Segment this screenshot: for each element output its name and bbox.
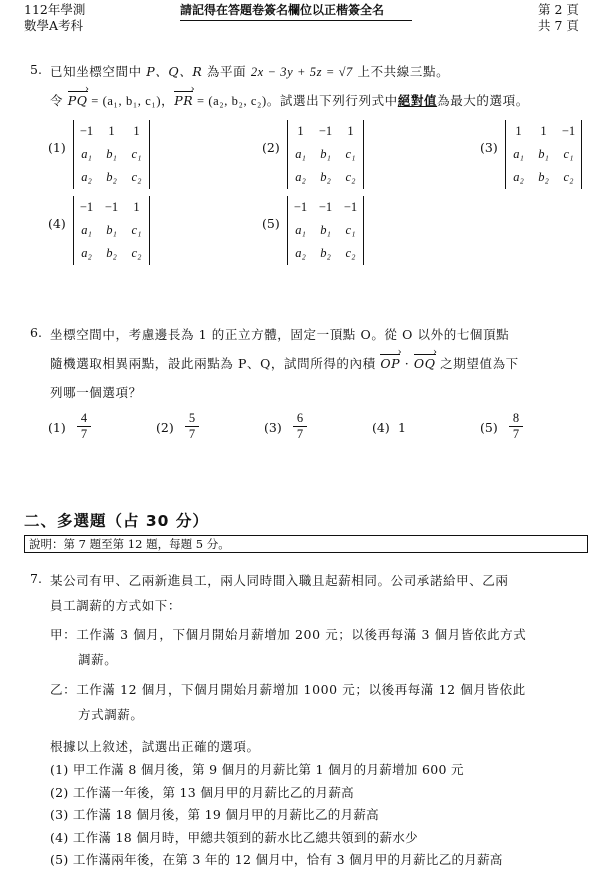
fraction-numerator: 6: [293, 411, 307, 427]
header-left-line2: 數學A考科: [24, 18, 84, 33]
determinant-entry: a₂: [513, 170, 524, 184]
q5-option-determinant: [287, 196, 364, 265]
fraction-denominator: 7: [512, 427, 520, 441]
vector-op: OP ›: [380, 354, 400, 371]
header-page-number: 第 2 頁: [538, 2, 579, 17]
determinant-entry: −1: [561, 124, 576, 138]
q7-rule-yi-line2: 方式調薪。: [78, 707, 144, 722]
determinant-entry: a₁: [81, 223, 92, 237]
q6-stem-line3: 列哪一個選項？: [50, 385, 142, 400]
q6-number: 6.: [30, 325, 42, 340]
determinant-entry: −1: [104, 200, 119, 214]
q5-option-label[interactable]: (3): [480, 140, 498, 155]
vector-pr: PR ›: [174, 91, 193, 108]
q7-stem-line1: 某公司有甲、乙兩新進員工，兩人同時間入職且起薪相同。公司承諾給甲、乙兩: [50, 573, 509, 588]
q7-rule-jia-line2: 調薪。: [78, 652, 118, 667]
q6-stem-line2: 隨機選取相異兩點，設此兩點為 P、Q，試問所得的內積 OP › · OQ › 之期望值為下: [50, 354, 519, 372]
determinant-entry: a₂: [295, 170, 306, 184]
q7-rule-yi-line1: 乙：工作滿 12 個月，下個月開始月薪增加 1000 元；以後再每滿 12 個月皆依此: [50, 682, 526, 697]
q5-option-label[interactable]: (4): [48, 216, 66, 231]
determinant-entry: c₁: [131, 147, 142, 161]
q6-option-value: 1: [398, 420, 406, 435]
determinant-entry: c₂: [563, 170, 574, 184]
q6-option-fraction: [185, 411, 199, 442]
determinant-entry: b₂: [320, 246, 331, 260]
vector-oq: OQ ›: [414, 354, 436, 371]
determinant-entry: a₂: [81, 246, 92, 260]
determinant-entry: c₂: [131, 246, 142, 260]
q6-option-label[interactable]: (3): [264, 420, 282, 435]
determinant-entry: 1: [540, 124, 547, 138]
determinant-entry: −1: [318, 200, 333, 214]
determinant-entry: −1: [79, 200, 94, 214]
determinant-entry: a₁: [295, 147, 306, 161]
determinant-entry: −1: [343, 200, 358, 214]
section-instructions: 說明：第 7 題至第 12 題，每題 5 分。: [24, 535, 588, 553]
header-center-notice: 請記得在答題卷簽名欄位以正楷簽全名: [180, 3, 385, 17]
vector-pq: PQ ›: [68, 91, 88, 108]
q7-option[interactable]: (3) 工作滿 18 個月後，第 19 個月甲的月薪比乙的月薪高: [50, 807, 379, 822]
q6-option-label[interactable]: (5): [480, 420, 498, 435]
q6-option-fraction: [77, 411, 91, 442]
determinant-entry: c₂: [345, 246, 356, 260]
q7-option[interactable]: (4) 工作滿 18 個月時，甲總共領到的薪水比乙總共領到的薪水少: [50, 829, 418, 845]
q7-number: 7.: [30, 571, 42, 586]
determinant-entry: c₂: [131, 170, 142, 184]
q7-stem-line2: 員工調薪的方式如下：: [50, 598, 182, 613]
q6-option-fraction: [293, 411, 307, 442]
q5-option-determinant: [505, 120, 582, 189]
determinant-entry: a₂: [295, 246, 306, 260]
determinant-entry: a₂: [81, 170, 92, 184]
determinant-entry: b₂: [106, 246, 117, 260]
q7-option[interactable]: (2) 工作滿一年後，第 13 個月甲的月薪比乙的月薪高: [50, 784, 354, 800]
section-title: 二、多選題（占 30 分）: [24, 512, 209, 530]
q5-option-determinant: [73, 120, 150, 189]
q5-option-label[interactable]: (2): [262, 140, 280, 155]
determinant-entry: 1: [297, 124, 304, 138]
q6-option-label[interactable]: (1): [48, 420, 66, 435]
determinant-entry: 1: [108, 124, 115, 138]
determinant-entry: c₂: [345, 170, 356, 184]
q5-option-determinant: [73, 196, 150, 265]
determinant-entry: b₁: [538, 147, 549, 161]
determinant-entry: a₁: [513, 147, 524, 161]
q7-option[interactable]: (1) 甲工作滿 8 個月後，第 9 個月的月薪比第 1 個月的月薪增加 600 元: [50, 762, 464, 777]
header-divider: [180, 20, 412, 21]
q5-option-determinant: [287, 120, 364, 189]
determinant-entry: b₁: [320, 147, 331, 161]
determinant-entry: 1: [515, 124, 522, 138]
fraction-denominator: 7: [80, 427, 88, 441]
fraction-numerator: 5: [185, 411, 199, 427]
determinant-entry: c₁: [345, 147, 356, 161]
header-left-line1: 112年學測: [24, 2, 86, 17]
determinant-entry: 1: [133, 124, 140, 138]
q5-stem-line1: 已知坐標空間中 P、Q、R 為平面 2x − 3y + 5z = √7 上不共線三點。: [50, 64, 450, 79]
q6-stem-line1: 坐標空間中，考慮邊長為 1 的正立方體，固定一頂點 O。從 O 以外的七個頂點: [50, 327, 510, 342]
determinant-entry: b₁: [106, 223, 117, 237]
determinant-entry: a₁: [81, 147, 92, 161]
determinant-entry: c₁: [345, 223, 356, 237]
q5-stem-line2: 令 PQ › = (a₁, b₁, c₁)，PR › = (a₂, b₂, c₂)。試選出下列行列式中絕對值為最大的選項。: [50, 91, 529, 109]
q5-option-label[interactable]: (1): [48, 140, 66, 155]
q5-number: 5.: [30, 62, 42, 77]
fraction-denominator: 7: [188, 427, 196, 441]
q6-option-fraction: [509, 411, 523, 442]
determinant-entry: c₁: [131, 223, 142, 237]
determinant-entry: b₁: [106, 147, 117, 161]
q7-option[interactable]: (5) 工作滿兩年後，在第 3 年的 12 個月中，恰有 3 個月甲的月薪比乙的月薪高: [50, 852, 503, 867]
determinant-entry: b₂: [106, 170, 117, 184]
q7-rule-jia-line1: 甲：工作滿 3 個月，下個月開始月薪增加 200 元；以後再每滿 3 個月皆依此方式: [50, 627, 527, 642]
determinant-entry: 1: [347, 124, 354, 138]
determinant-entry: 1: [133, 200, 140, 214]
determinant-entry: b₂: [538, 170, 549, 184]
determinant-entry: b₂: [320, 170, 331, 184]
header-total-pages: 共 7 頁: [538, 18, 579, 33]
determinant-entry: −1: [293, 200, 308, 214]
determinant-entry: a₁: [295, 223, 306, 237]
fraction-numerator: 8: [509, 411, 523, 427]
determinant-entry: −1: [318, 124, 333, 138]
determinant-entry: c₁: [563, 147, 574, 161]
determinant-entry: b₁: [320, 223, 331, 237]
q6-option-label[interactable]: (4): [372, 420, 390, 435]
determinant-entry: −1: [79, 124, 94, 138]
fraction-denominator: 7: [296, 427, 304, 441]
fraction-numerator: 4: [77, 411, 91, 427]
q5-option-label[interactable]: (5): [262, 216, 280, 231]
q6-option-label[interactable]: (2): [156, 420, 174, 435]
q7-prompt: 根據以上敘述，試選出正確的選項。: [50, 739, 260, 754]
